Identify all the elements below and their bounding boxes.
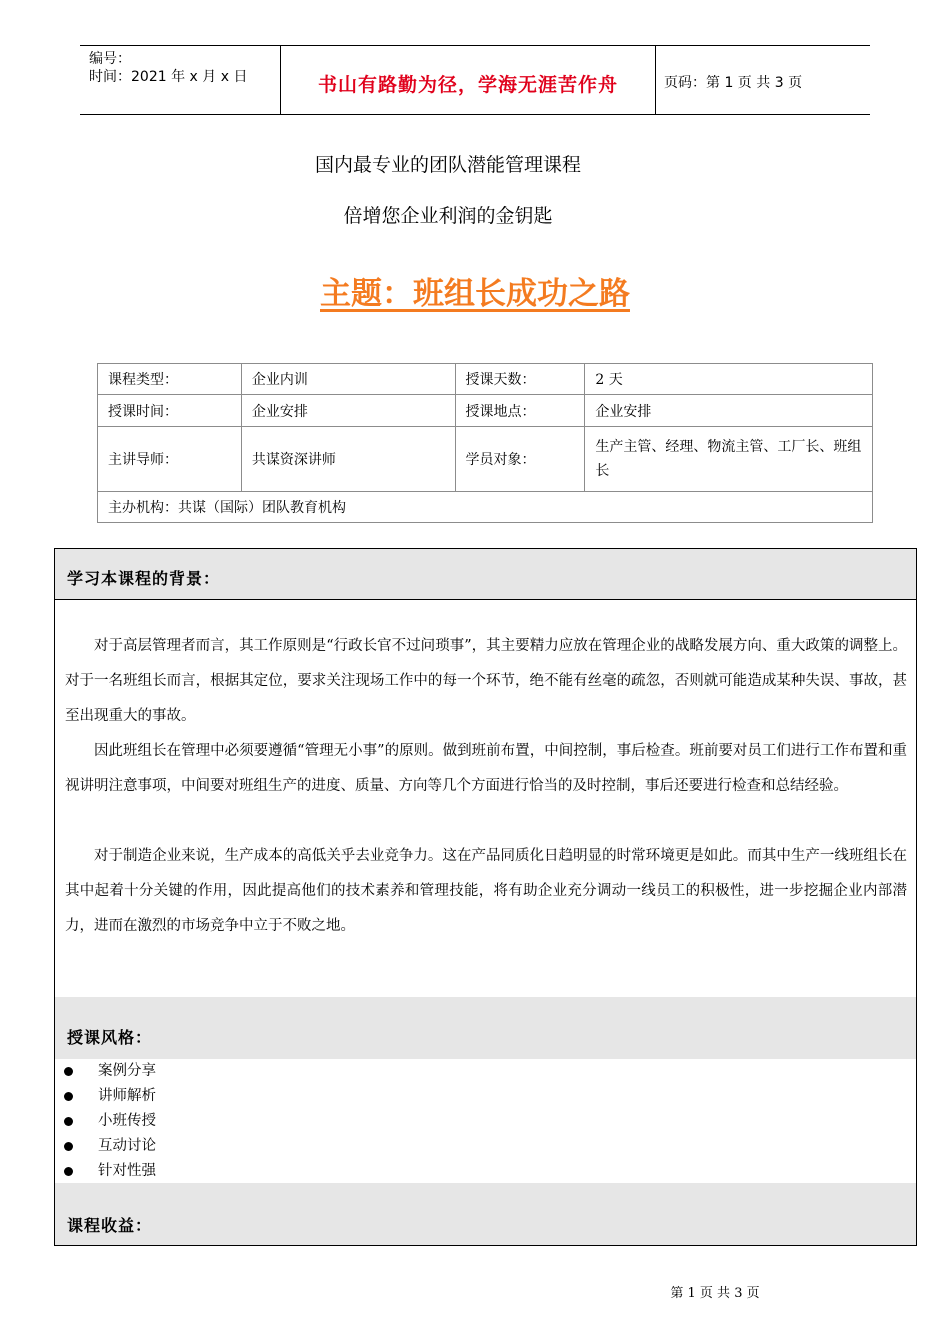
list-item-label: 小班传授 xyxy=(98,1113,156,1129)
teacher-label: 主讲导师： xyxy=(98,427,242,492)
background-paragraph: 对于制造企业来说，生产成本的高低关乎去业竞争力。这在产品同质化日趋明显的时常环境更是如此。而其中生产一线班组长在其中起着十分关键的作用，因此提高他们的技术素养和管理技能，将有助企业充分调动一线员工的积极性，进一步挖掘企业内部潜力，进而在激烈的市场竞争中立于不败之地。 xyxy=(65,848,907,934)
place-value: 企业安排 xyxy=(585,395,873,427)
list-item-label: 针对性强 xyxy=(98,1163,156,1179)
header-page-cell xyxy=(655,46,870,114)
style-title: 授课风格： xyxy=(67,1028,153,1047)
list-item-label: 讲师解析 xyxy=(98,1088,156,1104)
list-item-label: 案例分享 xyxy=(98,1063,156,1079)
background-title: 学习本课程的背景： xyxy=(67,569,221,588)
list-item xyxy=(55,1109,156,1134)
course-content-box xyxy=(54,548,917,1246)
motto: 书山有路勤为径，学海无涯苦作舟 xyxy=(317,74,618,96)
header-motto-cell xyxy=(280,46,656,114)
background-paragraph: 对于高层管理者而言，其工作原则是“行政长官不过问琐事”，其主要精力应放在管理企业的战略发展方向、重大政策的调整上。对于一名班组长而言，根据其定位，要求关注现场工作中的每一个环节，绝不能有丝毫的疏忽，否则就可能造成某种失误、事故，甚至出现重大的事故。 xyxy=(65,638,907,724)
audience-label: 学员对象： xyxy=(455,427,585,492)
teacher-value: 共谋资深讲师 xyxy=(241,427,455,492)
time-label: 授课时间： xyxy=(98,395,242,427)
table-row xyxy=(98,364,873,395)
page-number-header: 页码：第 1 页 共 3 页 xyxy=(664,75,803,91)
benefits-title: 课程收益： xyxy=(67,1216,153,1235)
list-item xyxy=(55,1059,156,1084)
bullet-icon xyxy=(64,1142,73,1151)
time-value: 企业安排 xyxy=(241,395,455,427)
header-meta-cell xyxy=(80,46,280,114)
document-date: 时间：2021 年 x 月 x 日 xyxy=(89,69,248,85)
subtitle-2: 倍增您企业利润的金钥匙 xyxy=(343,205,553,227)
list-item xyxy=(55,1159,156,1184)
page-footer: 第 1 页 共 3 页 xyxy=(670,1286,760,1301)
subtitle-1: 国内最专业的团队潜能管理课程 xyxy=(314,154,581,176)
style-list xyxy=(55,1059,156,1184)
list-item xyxy=(55,1134,156,1159)
table-row xyxy=(98,395,873,427)
organizer: 主办机构：共谋（国际）团队教育机构 xyxy=(98,492,873,523)
bullet-icon xyxy=(64,1117,73,1126)
list-item xyxy=(55,1084,156,1109)
page-title: 主题：班组长成功之路 xyxy=(320,276,630,312)
days-value: 2 天 xyxy=(585,364,873,395)
bullet-icon xyxy=(64,1092,73,1101)
course-type-label: 课程类型： xyxy=(98,364,242,395)
audience-value: 生产主管、经理、物流主管、工厂长、班组长 xyxy=(585,427,873,492)
benefits-section-header xyxy=(55,1183,916,1245)
course-info-table xyxy=(97,363,873,523)
table-row xyxy=(98,427,873,492)
course-type-value: 企业内训 xyxy=(241,364,455,395)
bullet-icon xyxy=(64,1167,73,1176)
list-item-label: 互动讨论 xyxy=(98,1138,156,1154)
place-label: 授课地点： xyxy=(455,395,585,427)
style-section-header xyxy=(55,997,916,1059)
days-label: 授课天数： xyxy=(455,364,585,395)
page-header xyxy=(80,45,870,115)
background-section-header xyxy=(55,549,916,600)
background-paragraph: 因此班组长在管理中必须要遵循“管理无小事”的原则。做到班前布置，中间控制，事后检查。班前要对员工们进行工作布置和重视讲明注意事项，中间要对班组生产的进度、质量、方向等几个方面进行恰当的及时控制，事后还要进行检查和总结经验。 xyxy=(65,743,907,794)
table-row xyxy=(98,492,873,523)
document-code: 编号： xyxy=(89,51,131,67)
bullet-icon xyxy=(64,1067,73,1076)
